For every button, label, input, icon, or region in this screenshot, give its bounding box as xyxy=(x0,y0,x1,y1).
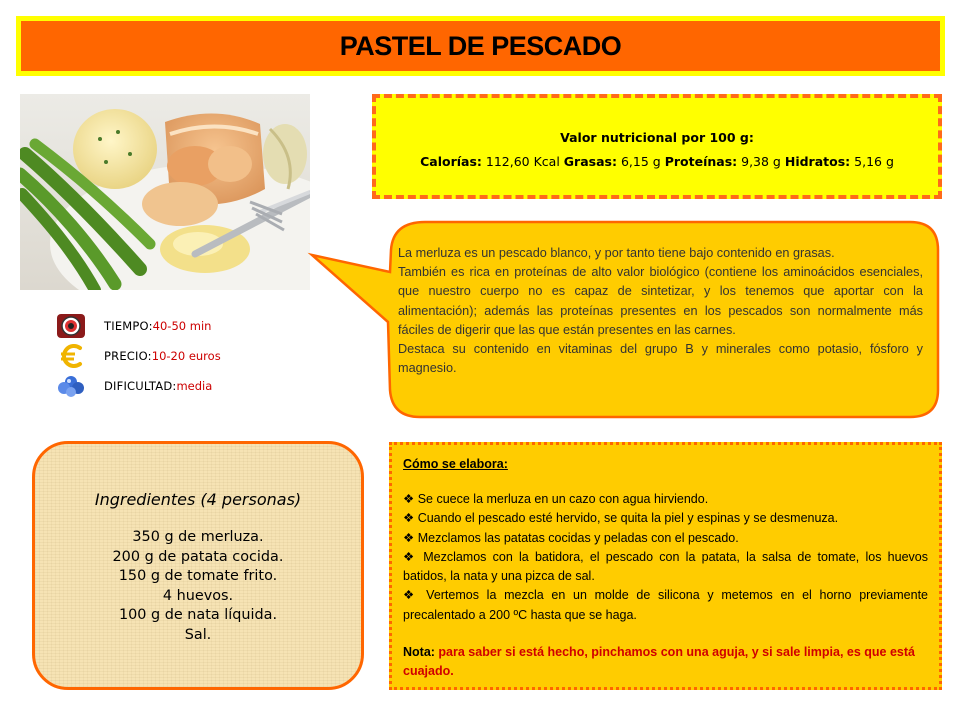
note-text: para saber si está hecho, pinchamos con una aguja, y si sale limpia, es que está cuajado. xyxy=(403,645,915,679)
carbs-label: Hidratos: xyxy=(784,154,851,169)
difficulty-label: DIFICULTAD: xyxy=(104,379,177,393)
description-paragraph: Destaca su contenido en vitaminas del grupo B y minerales como potasio, fósforo y magnesio. xyxy=(398,342,923,376)
preparation-step: ❖ Vertemos la mezcla en un molde de silicona y metemos en el horno previamente precalentado a 200 ºC hasta que se haga. xyxy=(403,588,928,622)
ingredient-item: 150 g de tomate frito. xyxy=(118,568,278,584)
description-text xyxy=(398,244,923,378)
preparation-step: ❖ Mezclamos con la batidora, el pescado con la patata, la salsa de tomate, los huevos batidos, la nata y una pizca de sal. xyxy=(403,549,928,584)
ingredients-card xyxy=(32,441,364,690)
note-label: Nota: xyxy=(403,645,439,660)
nutrition-heading: Valor nutricional por 100 g: xyxy=(560,130,754,145)
time-value: 40-50 min xyxy=(152,319,212,333)
info-difficulty xyxy=(56,373,212,399)
preparation-step: ❖ Cuando el pescado esté hervido, se quita la piel y espinas y se desmenuza. xyxy=(403,511,839,526)
description-paragraph: También es rica en proteínas de alto valor biológico (contiene los aminoácidos esenciales, que nuestro cuerpo no es capaz de sintetizar, y los tenemos que aportar con la alimentación); además las proteínas presentes en los pescados son normalmente más fáciles de digerir que las que están presentes en las carnes. xyxy=(398,265,923,337)
preparation-step: ❖ Mezclamos las patatas cocidas y peladas con el pescado. xyxy=(403,530,739,545)
ingredients-list xyxy=(35,528,361,645)
fat-value: 6,15 g xyxy=(620,154,661,169)
preparation-box xyxy=(389,442,942,690)
protein-value: 9,38 g xyxy=(741,154,781,169)
bullet-icon: ❖ xyxy=(403,530,415,545)
page-title: PASTEL DE PESCADO xyxy=(339,30,622,61)
ingredient-item: 200 g de patata cocida. xyxy=(112,548,284,565)
timer-icon xyxy=(56,313,86,339)
time-label: TIEMPO: xyxy=(104,319,153,333)
ingredient-item: 4 huevos. xyxy=(162,587,234,604)
euro-icon xyxy=(56,343,86,369)
bullet-icon: ❖ xyxy=(403,492,415,506)
ingredient-item: 100 g de nata líquida. xyxy=(118,607,278,623)
bullet-icon: ❖ xyxy=(403,588,419,603)
preparation-title: Cómo se elabora: xyxy=(403,457,508,471)
preparation-note xyxy=(403,643,928,681)
bullet-icon: ❖ xyxy=(403,511,415,526)
ingredient-item: 350 g de merluza. xyxy=(132,529,264,545)
info-time xyxy=(56,313,211,339)
ingredient-item: Sal. xyxy=(184,626,212,643)
fat-label: Grasas: xyxy=(563,154,617,169)
calories-value: 112,60 Kcal xyxy=(485,154,560,169)
price-label: PRECIO: xyxy=(104,349,152,363)
description-paragraph: La merluza es un pescado blanco, y por tanto tiene bajo contenido en grasas. xyxy=(398,246,835,260)
ingredients-title: Ingredientes (4 personas) xyxy=(94,490,302,509)
difficulty-value: media xyxy=(176,379,213,393)
calories-label: Calorías: xyxy=(420,154,482,169)
carbs-value: 5,16 g xyxy=(854,154,894,169)
price-value: 10-20 euros xyxy=(151,349,221,363)
info-price xyxy=(56,343,221,369)
difficulty-icon xyxy=(56,373,86,399)
bullet-icon: ❖ xyxy=(403,549,417,564)
preparation-step: ❖ Se cuece la merluza en un cazo con agua hirviendo. xyxy=(403,492,709,506)
protein-label: Proteínas: xyxy=(664,154,738,169)
